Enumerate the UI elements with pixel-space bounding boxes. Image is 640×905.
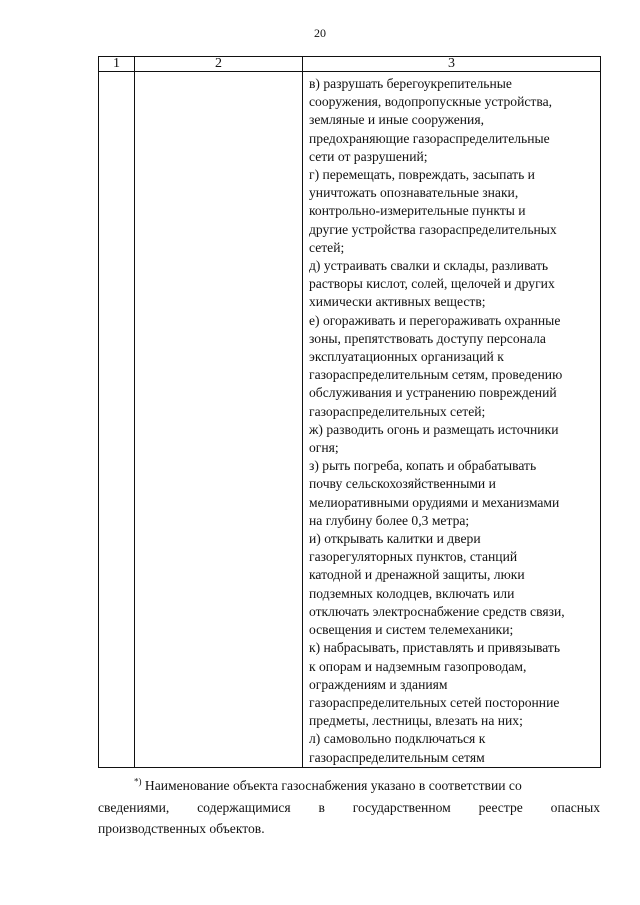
- text-line: газораспределительным сетям: [309, 749, 485, 765]
- text-line: другие устройства газораспределительных: [309, 221, 557, 237]
- footnote-word: опасных: [550, 799, 600, 815]
- footnote-word: государственном: [352, 799, 451, 815]
- footnote-word: содержащимися: [197, 799, 291, 815]
- text-line: сооружения, водопропускные устройства,: [309, 94, 553, 110]
- text-line: е) огораживать и перегораживать охранные: [309, 312, 561, 328]
- footnote-text-1: Наименование объекта газоснабжения указано в соответствии со: [144, 778, 522, 793]
- footnote-marker: *): [134, 776, 142, 787]
- text-line: газораспределительным сетям, проведению: [309, 367, 563, 383]
- text-line: на глубину более 0,3 метра;: [309, 512, 470, 528]
- text-line: зоны, препятствовать доступу персонала: [309, 330, 546, 346]
- text-line: г) перемещать, повреждать, засыпать и: [309, 167, 535, 183]
- footnote-word: реестре: [478, 799, 523, 815]
- text-line: сети от разрушений;: [309, 148, 428, 164]
- text-line: газораспределительных сетей посторонние: [309, 694, 560, 710]
- text-line: эксплуатационных организаций к: [309, 349, 504, 365]
- text-line: к) набрасывать, приставлять и привязывать: [309, 640, 561, 656]
- text-line: газораспределительных сетей;: [309, 403, 486, 419]
- text-line: предохраняющие газораспределительные: [309, 130, 550, 146]
- text-line: д) устраивать свалки и склады, разливать: [309, 258, 549, 274]
- table-cell-col2: [135, 72, 303, 768]
- text-line: химически активных веществ;: [309, 294, 486, 310]
- text-line: огня;: [309, 440, 339, 456]
- requirements-table: [98, 56, 601, 768]
- column-header-2: 2: [135, 57, 303, 72]
- table-cell-col3: [303, 72, 601, 768]
- text-line: к опорам и надземным газопроводам,: [309, 658, 527, 674]
- text-line: отключать электроснабжение средств связи,: [309, 603, 565, 619]
- text-line: и) открывать калитки и двери: [309, 531, 481, 547]
- footnote-line-3: производственных объектов.: [98, 821, 265, 836]
- table-row: [99, 72, 601, 768]
- text-line: з) рыть погреба, копать и обрабатывать: [309, 458, 537, 474]
- text-line: земляные и иные сооружения,: [309, 112, 484, 128]
- text-line: в) разрушать берегоукрепительные: [309, 76, 512, 91]
- table-header-row: [99, 57, 601, 72]
- text-line: мелиоративными орудиями и механизмами: [309, 494, 560, 510]
- text-line: подземных колодцев, включать или: [309, 585, 515, 601]
- footnote-word: сведениями,: [98, 799, 170, 815]
- prohibitions-text: [303, 72, 600, 767]
- text-line: сетей;: [309, 239, 345, 255]
- text-line: растворы кислот, солей, щелочей и других: [309, 276, 555, 292]
- column-header-1: 1: [99, 57, 135, 72]
- text-line: освещения и систем телемеханики;: [309, 622, 514, 638]
- text-line: ограждениям и зданиям: [309, 676, 448, 692]
- table-cell-col1: [99, 72, 135, 768]
- text-line: уничтожать опознавательные знаки,: [309, 185, 519, 201]
- footnote-line-1: [98, 775, 600, 797]
- footnote-line-2: [98, 797, 600, 819]
- text-line: газорегуляторных пунктов, станций: [309, 549, 518, 565]
- text-line: обслуживания и устранению повреждений: [309, 385, 557, 401]
- text-line: ж) разводить огонь и размещать источники: [309, 421, 559, 437]
- text-line: катодной и дренажной защиты, люки: [309, 567, 525, 583]
- text-line: почву сельскохозяйственными и: [309, 476, 496, 492]
- text-line: л) самовольно подключаться к: [309, 731, 486, 747]
- column-header-3: 3: [303, 57, 601, 72]
- footnote: [98, 775, 600, 840]
- text-line: предметы, лестницы, влезать на них;: [309, 713, 523, 729]
- text-line: контрольно-измерительные пункты и: [309, 203, 526, 219]
- footnote-word: в: [318, 799, 325, 815]
- page-number: 20: [314, 26, 326, 40]
